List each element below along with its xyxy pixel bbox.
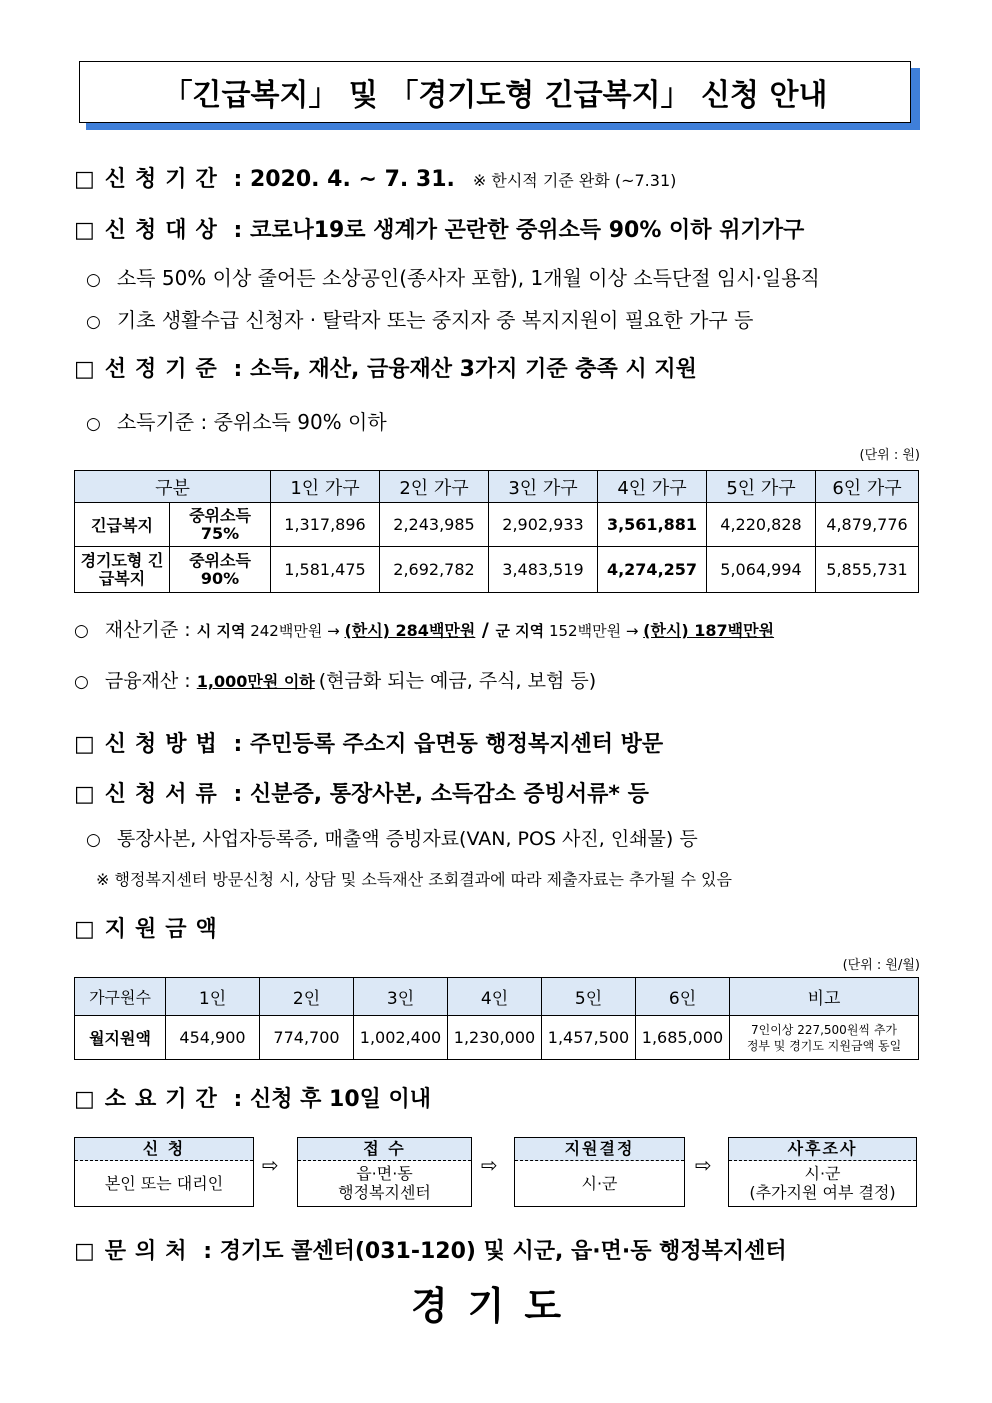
table-header: 1인 [166,978,260,1016]
page-title: 「긴급복지」 및 「경기도형 긴급복지」 신청 안내 [162,78,828,113]
city-old: 242백만원 → [245,622,345,640]
income-criteria [86,406,387,435]
table-cell: 1,317,896 [271,503,380,547]
flow-step-head: 신 청 [75,1138,253,1161]
section-documents [74,777,649,808]
list-item: 소득 50% 이상 줄어든 소상공인(종사자 포함), 1개월 이상 소득단절 임시·일용직 [116,266,820,290]
documents-note: ※ 행정복지센터 방문신청 시, 상담 및 소득재산 조회결과에 따라 제출자료는 추가될 수 있음 [96,870,732,889]
table-header: 3인 가구 [489,471,598,503]
separator: : [195,1239,220,1264]
table-cell: 3,561,881 [598,503,707,547]
flow-step-receive [297,1137,472,1207]
table-cell: 5,064,994 [707,547,816,593]
circle-bullet-icon: ○ [86,414,101,434]
section-key: 문의처 [104,1239,196,1264]
table-header: 1인 가구 [271,471,380,503]
section-key: 신청대상 [104,218,226,243]
table-row [75,547,919,593]
separator: / [475,619,496,641]
separator: : [225,167,250,192]
separator: : [225,1087,250,1112]
row-name: 긴급복지 [75,503,170,547]
section-value: 2020. 4. ~ 7. 31. [249,167,455,192]
section-criteria [74,352,697,383]
footer-issuer: 경기도 [410,1284,582,1328]
table-row [75,503,919,547]
table-header: 구분 [75,471,271,503]
flow-step-body [515,1161,684,1205]
checkbox-icon: □ [74,782,95,807]
table-header: 3인 [354,978,448,1016]
remark-line: 7인이상 227,500원씩 추가 [750,1022,898,1037]
flow-step-text: 시·군 [804,1164,841,1183]
flow-step-decision [514,1137,685,1207]
list-item: 기초 생활수급 신청자 · 탈락자 또는 중지자 중 복지지원이 필요한 가구 등 [116,308,754,332]
section-key: 신청서류 [104,782,226,807]
financial-amount: 1,000만원 이하 [196,672,315,691]
checkbox-icon: □ [74,732,95,757]
flow-step-body [298,1161,471,1205]
flow-step-text: (추가지원 여부 결정) [749,1183,896,1202]
checkbox-icon: □ [74,1087,95,1112]
section-key: 지원금액 [104,917,226,942]
section-value: 신청 후 10일 이내 [249,1087,432,1112]
remark-line: 정부 및 경기도 지원금액 동일 [746,1038,902,1053]
flow-step-body [75,1161,253,1205]
income-table [74,470,919,593]
table-cell: 1,581,475 [271,547,380,593]
table-cell: 2,692,782 [380,547,489,593]
table-header: 2인 가구 [380,471,489,503]
table-cell: 4,220,828 [707,503,816,547]
section-value: 소득, 재산, 금융재산 3가지 기준 충족 시 지원 [249,357,697,382]
county-label: 군 지역 [495,622,545,640]
table-header: 비고 [730,978,919,1016]
arrow-right-icon: ⇨ [481,1153,498,1177]
table-cell: 774,700 [260,1016,354,1060]
arrow-right-icon: ⇨ [695,1153,712,1177]
checkbox-icon: □ [74,218,95,243]
section-method [74,727,663,758]
table-cell: 2,902,933 [489,503,598,547]
flow-step-followup [728,1137,917,1207]
table-header: 4인 [448,978,542,1016]
circle-bullet-icon: ○ [74,621,89,641]
table-cell: 4,879,776 [816,503,919,547]
checkbox-icon: □ [74,1239,95,1264]
table-cell: 1,230,000 [448,1016,542,1060]
flow-step-body [729,1161,916,1205]
table-header: 4인 가구 [598,471,707,503]
property-criteria [74,615,774,642]
table-cell: 454,900 [166,1016,260,1060]
table-cell: 2,243,985 [380,503,489,547]
amount-unit-label: (단위 : 원/월) [842,958,920,973]
documents-item [86,824,698,851]
table-cell: 1,685,000 [636,1016,730,1060]
arrow-right-icon: ⇨ [262,1153,279,1177]
row-name: 경기도형 긴급복지 [75,547,170,593]
flow-step-text: 시·군 [581,1173,618,1193]
table-cell: 1,457,500 [542,1016,636,1060]
unit-label: (단위 : 원) [859,448,920,463]
circle-bullet-icon: ○ [74,672,89,692]
period-note: ※ 한시적 기준 완화 (~7.31) [472,171,677,190]
target-item-2 [86,304,753,333]
amount-table [74,977,919,1060]
checkbox-icon: □ [74,357,95,382]
list-item: 소득기준 : 중위소득 90% 이하 [116,410,387,434]
section-value: 코로나19로 생계가 곤란한 중위소득 90% 이하 위기가구 [249,218,805,243]
county-new: (한시) 187백만원 [643,621,775,640]
table-cell: 4,274,257 [598,547,707,593]
flow-step-text: 읍·면·동 [356,1164,413,1183]
section-value: 신분증, 통장사본, 소득감소 증빙서류* 등 [249,782,649,807]
section-key: 신청기간 [104,167,226,192]
separator: : [225,732,250,757]
financial-rest: (현금화 되는 예금, 주식, 보험 등) [318,670,597,692]
city-new: (한시) 284백만원 [344,621,476,640]
table-cell: 1,002,400 [354,1016,448,1060]
remark-cell [730,1016,919,1060]
city-label: 시 지역 [196,622,246,640]
row-name: 월지원액 [75,1016,166,1060]
table-cell: 3,483,519 [489,547,598,593]
table-header: 5인 가구 [707,471,816,503]
circle-bullet-icon: ○ [86,312,101,332]
row-basis: 중위소득 90% [170,547,271,593]
section-target [74,213,804,244]
flow-step-head: 지원결정 [515,1138,684,1161]
county-old: 152백만원 → [544,622,644,640]
section-amount [74,912,226,943]
section-period [74,162,676,193]
checkbox-icon: □ [74,167,95,192]
flow-step-text: 행정복지센터 [338,1183,431,1202]
separator: : [225,357,250,382]
flow-step-head: 접 수 [298,1138,471,1161]
table-header: 2인 [260,978,354,1016]
table-header: 5인 [542,978,636,1016]
circle-bullet-icon: ○ [86,270,101,290]
list-item: 통장사본, 사업자등록증, 매출액 증빙자료(VAN, POS 사진, 인쇄물) 등 [116,828,698,850]
financial-criteria [74,666,596,693]
flow-step-head: 사후조사 [729,1138,916,1161]
section-value: 주민등록 주소지 읍면동 행정복지센터 방문 [249,732,664,757]
table-header: 6인 [636,978,730,1016]
separator: : [225,782,250,807]
circle-bullet-icon: ○ [86,830,101,850]
flow-step-text: 본인 또는 대리인 [104,1173,224,1193]
section-key: 신청방법 [104,732,226,757]
section-value: 경기도 콜센터(031-120) 및 시군, 읍·면·동 행정복지센터 [219,1239,787,1264]
section-key: 선정기준 [104,357,226,382]
table-cell: 5,855,731 [816,547,919,593]
flow-step-apply [74,1137,254,1207]
table-header: 가구원수 [75,978,166,1016]
financial-label: 금융재산 : [104,670,197,692]
property-label: 재산기준 : [104,619,197,641]
separator: : [225,218,250,243]
title-box [79,61,911,123]
section-duration [74,1082,431,1113]
section-key: 소요기간 [104,1087,226,1112]
row-basis: 중위소득 75% [170,503,271,547]
table-header: 6인 가구 [816,471,919,503]
checkbox-icon: □ [74,917,95,942]
section-contact [74,1234,787,1265]
target-item-1 [86,262,820,291]
table-row [75,1016,919,1060]
